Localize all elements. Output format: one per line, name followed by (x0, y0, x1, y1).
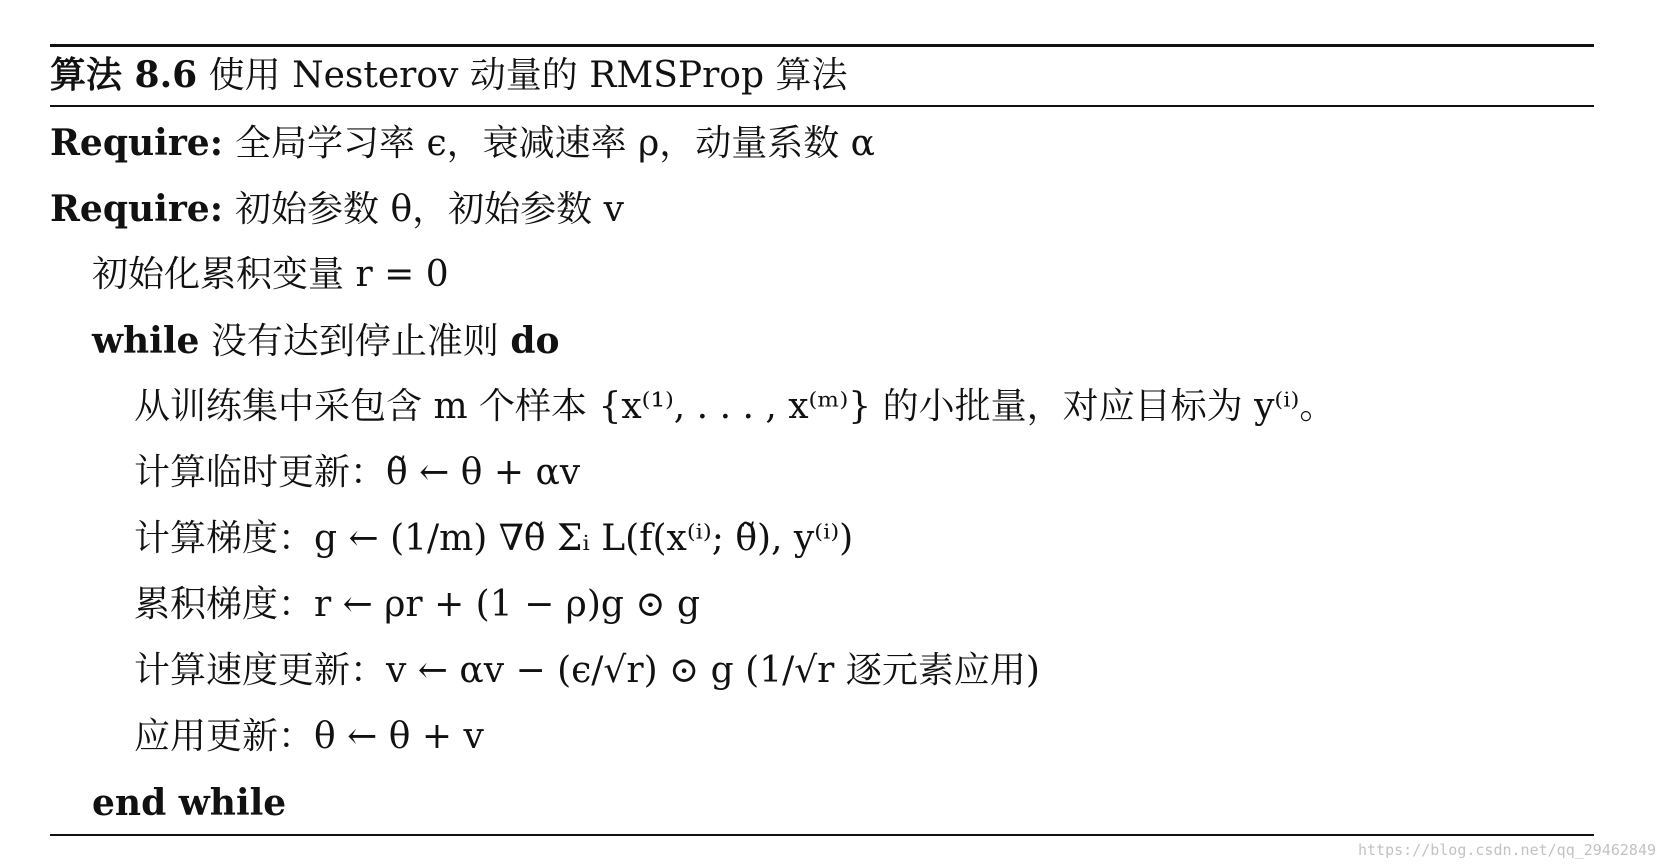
velocity-update-step: 计算速度更新：v ← αv − (ϵ/√r) ⊙ g (1/√r 逐元素应用) (134, 650, 1040, 691)
require-initial-params (50, 184, 624, 234)
top-rule (50, 44, 1594, 47)
require-keyword: Require: (50, 122, 224, 164)
require-keyword: Require: (50, 188, 224, 230)
apply-update-step: 应用更新：θ ← θ + v (134, 716, 484, 757)
while-keyword: while (92, 320, 200, 362)
bottom-rule (50, 834, 1594, 836)
while-condition: 没有达到停止准则 (210, 321, 499, 362)
do-keyword: do (510, 320, 560, 362)
algorithm-number: 算法 8.6 (50, 54, 198, 96)
caption-rule (50, 105, 1594, 107)
require-initial-params-text: 初始参数 θ，初始参数 v (235, 189, 624, 230)
require-learning-params-text: 全局学习率 ϵ，衰减速率 ρ，动量系数 α (235, 123, 875, 164)
interim-update-step: 计算临时更新：θ̃ ← θ + αv (134, 452, 581, 493)
while-loop-header (92, 316, 560, 366)
accumulate-gradient-step: 累积梯度：r ← ρr + (1 − ρ)g ⊙ g (134, 584, 701, 625)
algorithm-title: 使用 Nesterov 动量的 RMSProp 算法 (208, 55, 848, 96)
init-accumulator-step: 初始化累积变量 r = 0 (92, 254, 449, 295)
sample-minibatch-step: 从训练集中采包含 m 个样本 {x⁽¹⁾, . . . , x⁽ᵐ⁾} 的小批量，对应目标为 y⁽ⁱ⁾。 (134, 386, 1336, 427)
algorithm-caption (50, 50, 847, 100)
end-while-keyword: end while (92, 782, 287, 824)
source-watermark: https://blog.csdn.net/qq_29462849 (1357, 841, 1656, 859)
compute-gradient-step: 计算梯度：g ← (1/m) ∇θ̃ Σᵢ L(f(x⁽ⁱ⁾; θ̃), y⁽ⁱ⁾) (134, 518, 854, 559)
require-learning-params (50, 118, 875, 168)
